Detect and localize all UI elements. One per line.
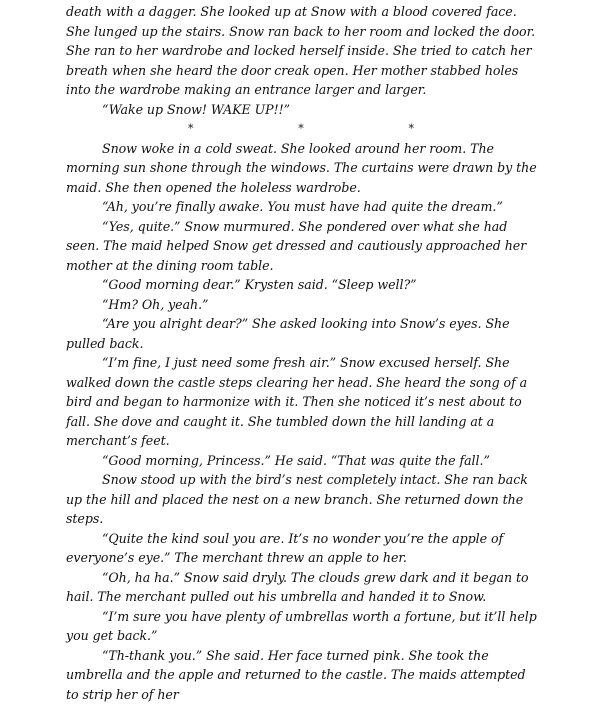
scene-break [66,119,538,139]
paragraph: “Good morning dear.” Krysten said. “Sleep well?” [66,275,538,295]
paragraph: “Quite the kind soul you are. It’s no wonder you’re the apple of everyone’s eye.” The merchant threw an apple to her. [66,529,538,568]
paragraph: “Wake up Snow! WAKE UP!!” [66,100,538,120]
paragraph: “Are you alright dear?” She asked looking into Snow’s eyes. She pulled back. [66,314,538,353]
paragraph: “Yes, quite.” Snow murmured. She pondered over what she had seen. The maid helped Snow get dressed and cautiously approached her mother at the dining room table. [66,217,538,276]
paragraph: Snow stood up with the bird’s nest completely intact. She ran back up the hill and placed the nest on a new branch. She returned down the steps. [66,470,538,529]
story-text-after-break [66,139,538,704]
paragraph: death with a dagger. She looked up at Snow with a blood covered face. She lunged up the stairs. Snow ran back to her room and locked the door. She ran to her wardrobe and locked herself inside. She tried to catch her breath when she heard the door creak open. Her mother stabbed holes into the wardrobe making an entrance larger and larger. [66,2,538,100]
story-text-before-break [66,2,538,119]
paragraph: “Ah, you’re finally awake. You must have had quite the dream.” [66,197,538,217]
paragraph: “Oh, ha ha.” Snow said dryly. The clouds grew dark and it began to hail. The merchant pulled out his umbrella and handed it to Snow. [66,568,538,607]
paragraph: “I’m sure you have plenty of umbrellas worth a fortune, but it’ll help you get back.” [66,607,538,646]
scene-break-asterisk: * [409,119,414,139]
scene-break-asterisk: * [298,119,303,139]
scene-break-asterisk: * [188,119,193,139]
paragraph: “Good morning, Princess.” He said. “That was quite the fall.” [66,451,538,471]
document-page [66,2,538,704]
paragraph: “I’m fine, I just need some fresh air.” Snow excused herself. She walked down the castle steps clearing her head. She heard the song of a bird and began to harmonize with it. Then she noticed it’s nest about to fall. She dove and caught it. She tumbled down the hill landing at a merchant’s feet. [66,353,538,451]
paragraph: “Th-thank you.” She said. Her face turned pink. She took the umbrella and the apple and returned to the castle. The maids attempted to strip her of her [66,646,538,704]
paragraph: Snow woke in a cold sweat. She looked around her room. The morning sun shone through the windows. The curtains were drawn by the maid. She then opened the holeless wardrobe. [66,139,538,198]
paragraph: “Hm? Oh, yeah.” [66,295,538,315]
